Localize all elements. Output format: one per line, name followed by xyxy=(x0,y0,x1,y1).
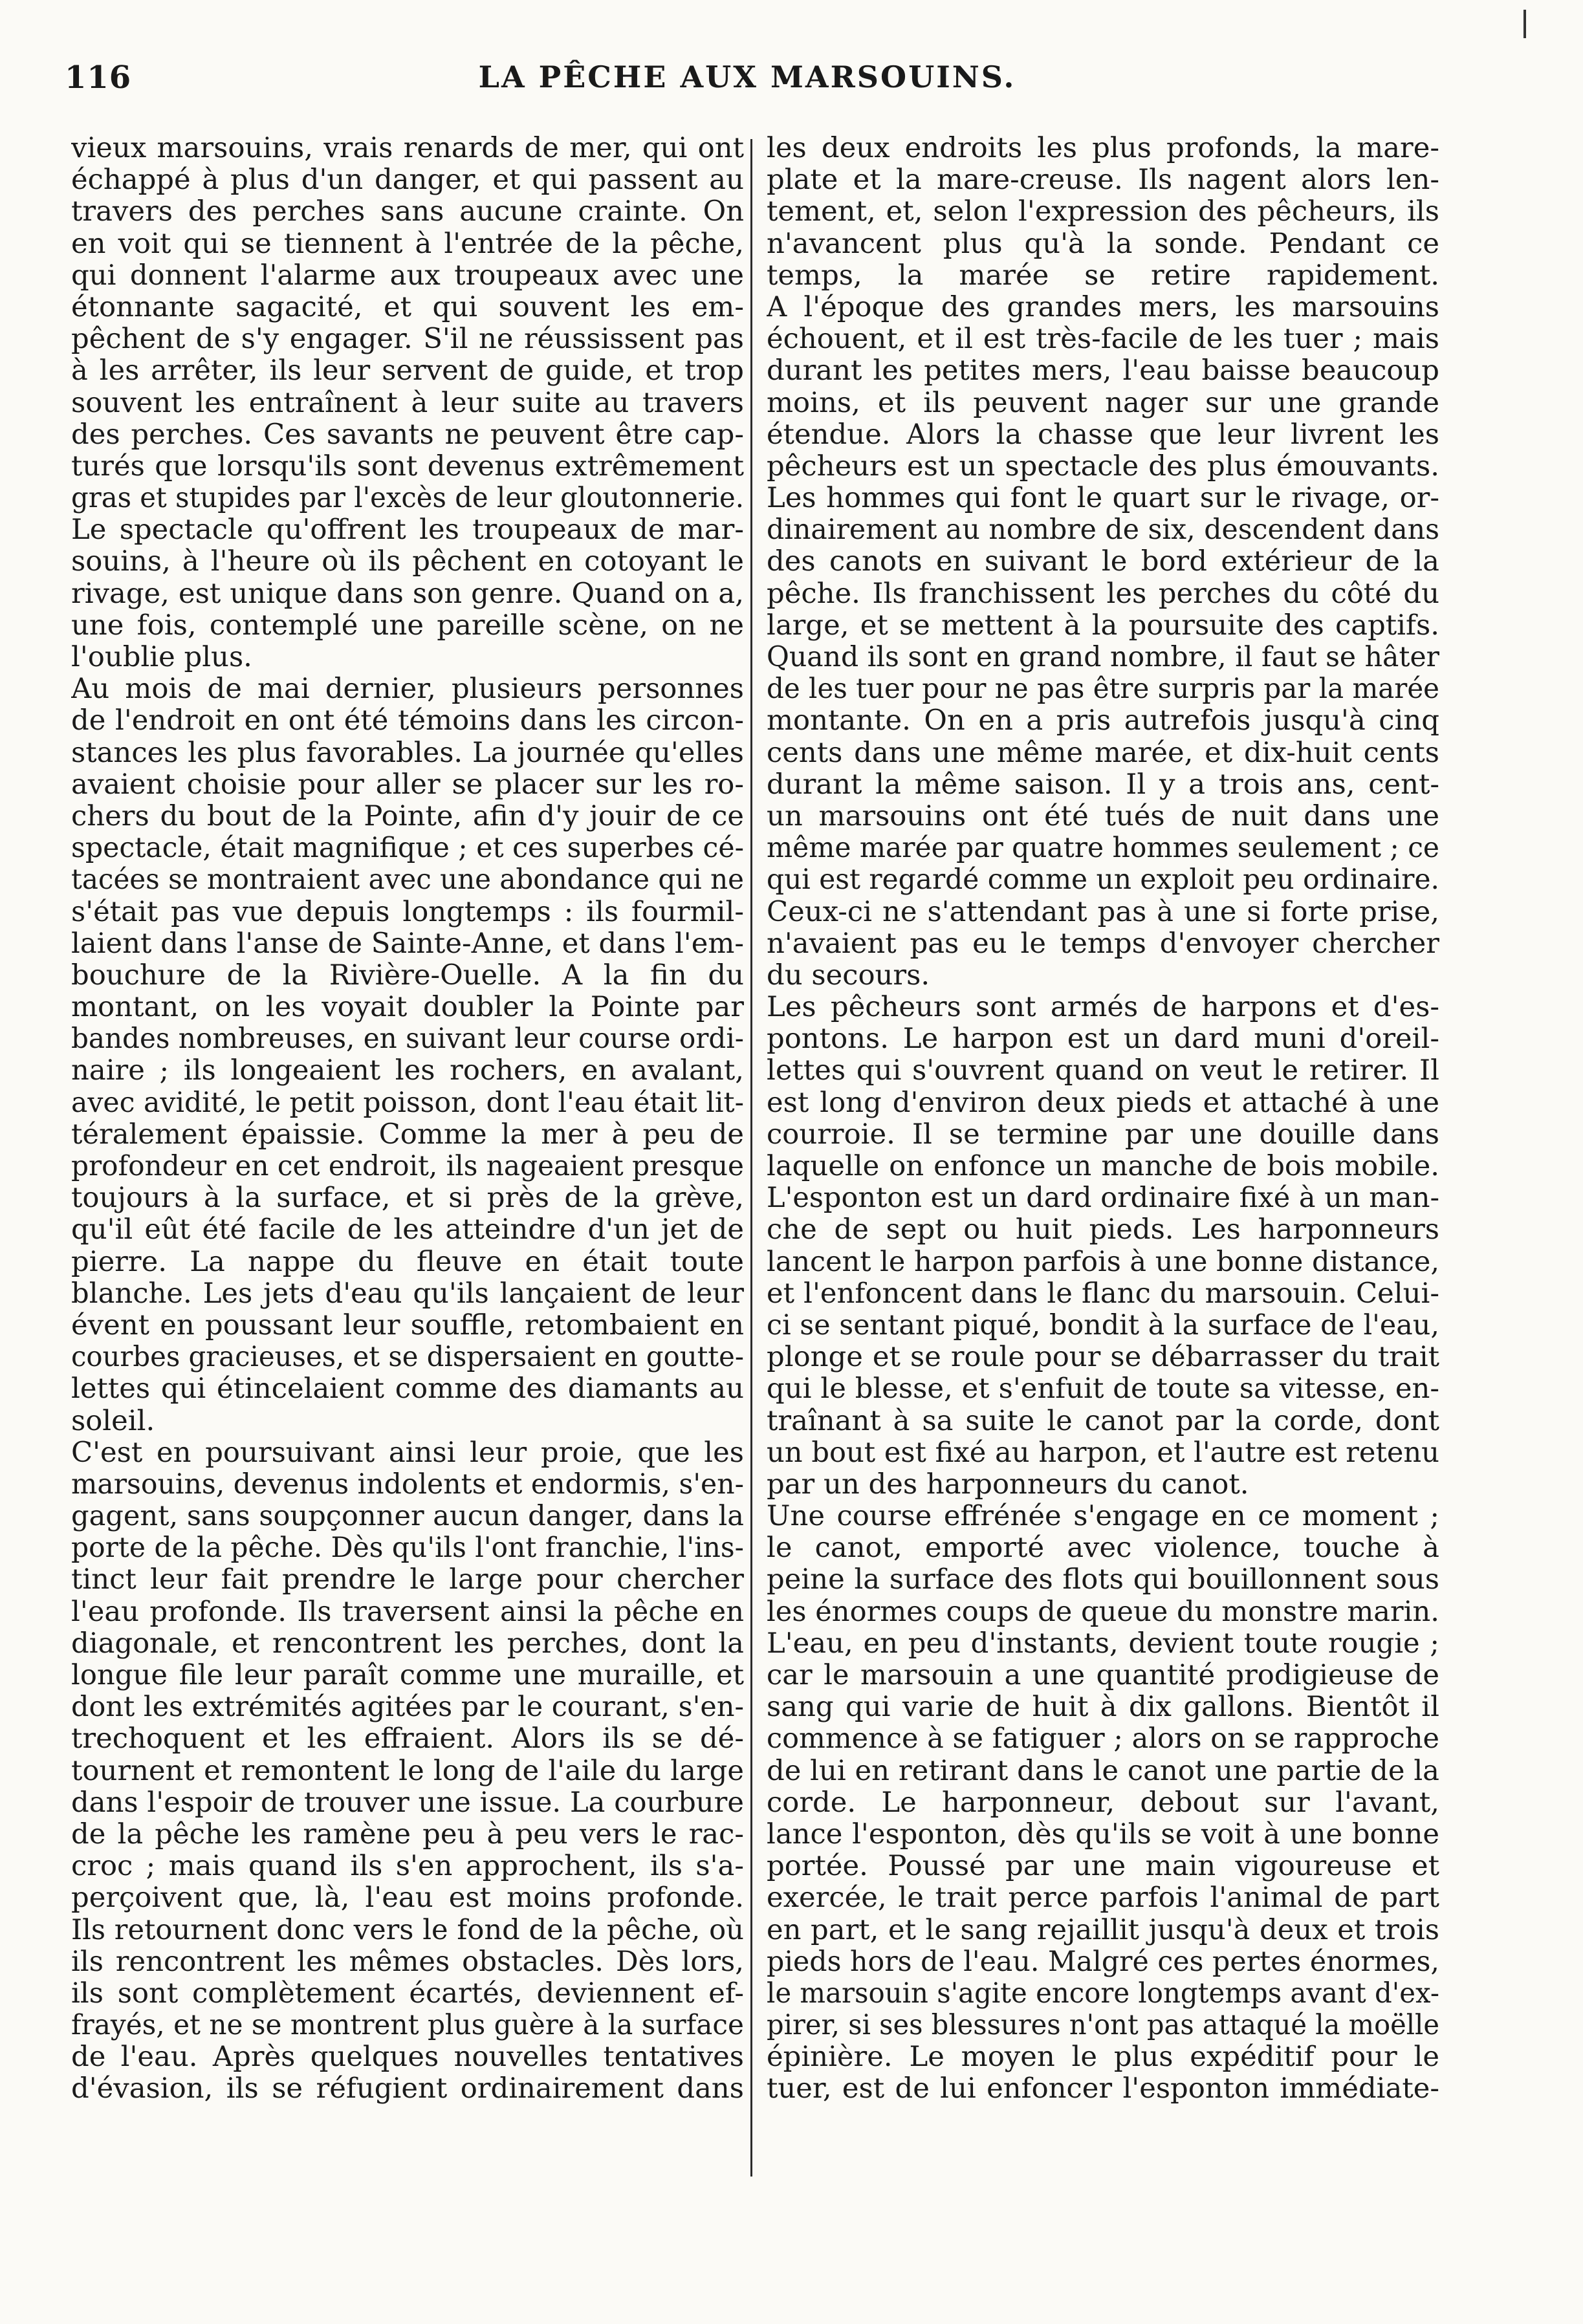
text-line: pontons. Le harpon est un dard muni d'oreil- xyxy=(767,1023,1439,1056)
text-line: d'évasion, ils se réfugient ordinairement dans xyxy=(71,2073,744,2105)
text-line: tinct leur fait prendre le large pour chercher xyxy=(71,1564,744,1596)
text-line: marsouins, devenus indolents et endormis, s'en- xyxy=(71,1468,744,1501)
text-line: de les tuer pour ne pas être surpris par la marée xyxy=(767,673,1439,706)
text-line: qu'il eût été facile de les atteindre d'un jet de xyxy=(71,1214,744,1246)
text-line: ci se sentant piqué, bondit à la surface de l'eau, xyxy=(767,1309,1439,1341)
text-line: étonnante sagacité, et qui souvent les em- xyxy=(71,291,744,323)
text-line: longue file leur paraît comme une muraille, et xyxy=(71,1660,744,1691)
text-line: un bout est fixé au harpon, et l'autre est retenu xyxy=(767,1437,1439,1469)
text-line: Quand ils sont en grand nombre, il faut se hâter xyxy=(767,642,1439,673)
text-line: plonge et se roule pour se débarrasser du trait xyxy=(767,1341,1439,1374)
text-line: par un des harponneurs du canot. xyxy=(767,1468,1249,1501)
text-line: de l'eau. Après quelques nouvelles tentatives xyxy=(71,2041,744,2074)
text-line: les deux endroits les plus profonds, la mare- xyxy=(767,133,1439,164)
left-text-column xyxy=(71,133,744,2105)
text-line: vieux marsouins, vrais renards de mer, qui ont xyxy=(71,133,744,164)
text-line: pêche. Ils franchissent les perches du côté du xyxy=(767,578,1439,610)
text-line: l'eau profonde. Ils traversent ainsi la pêche en xyxy=(71,1596,744,1628)
text-line: peine la surface des flots qui bouillonnent sous xyxy=(767,1564,1439,1596)
text-line: L'eau, en peu d'instants, devient toute rougie ; xyxy=(767,1627,1439,1660)
text-line: courbes gracieuses, et se dispersaient en goutte- xyxy=(71,1341,744,1374)
text-line: de l'endroit en ont été témoins dans les circon- xyxy=(71,705,744,737)
text-line: corde. Le harponneur, debout sur l'avant, xyxy=(767,1786,1439,1819)
text-line: le marsouin s'agite encore longtemps avant d'ex- xyxy=(767,1977,1439,2010)
text-line: laient dans l'anse de Sainte-Anne, et dans l'em- xyxy=(71,928,744,960)
text-line: commence à se fatiguer ; alors on se rapproche xyxy=(767,1723,1439,1755)
page-header xyxy=(65,53,1430,111)
text-line: Les pêcheurs sont armés de harpons et d'es- xyxy=(767,992,1439,1024)
text-line: qui donnent l'alarme aux troupeaux avec une xyxy=(71,259,744,292)
text-line: ils rencontrent les mêmes obstacles. Dès lors, xyxy=(71,1946,744,1978)
text-line: spectacle, était magnifique ; et ces superbes cé- xyxy=(71,832,744,865)
text-line: qui le blesse, et s'enfuit de toute sa vitesse, en- xyxy=(767,1373,1439,1406)
text-line: toujours à la surface, et si près de la grève, xyxy=(71,1182,744,1215)
text-line: de lui en retirant dans le canot une partie de la xyxy=(767,1755,1439,1787)
text-line: gras et stupides par l'excès de leur gloutonnerie. xyxy=(71,483,744,515)
text-line: en part, et le sang rejaillit jusqu'à deux et trois xyxy=(767,1914,1439,1946)
text-line: dont les extrémités agitées par le courant, s'en- xyxy=(71,1691,744,1724)
text-line: L'esponton est un dard ordinaire fixé à un man- xyxy=(767,1182,1439,1215)
text-line: frayés, et ne se montrent plus guère à la surface xyxy=(71,2010,744,2042)
page-number: 116 xyxy=(65,60,132,96)
text-line: car le marsouin a une quantité prodigieuse de xyxy=(767,1660,1439,1691)
column-divider xyxy=(750,139,752,2177)
text-line: porte de la pêche. Dès qu'ils l'ont franchie, l'ins- xyxy=(71,1532,744,1565)
text-line: lance l'esponton, dès qu'ils se voit à une bonne xyxy=(767,1818,1439,1851)
text-line: le canot, emporté avec violence, touche à xyxy=(767,1532,1439,1565)
text-line: croc ; mais quand ils s'en approchent, ils s'a- xyxy=(71,1851,744,1883)
text-line: un marsouins ont été tués de nuit dans une xyxy=(767,800,1439,832)
text-line: n'avancent plus qu'à la sonde. Pendant ce xyxy=(767,228,1439,260)
text-line: des canots en suivant le bord extérieur de la xyxy=(767,546,1439,578)
text-line: échouent, et il est très-facile de les tuer ; mais xyxy=(767,323,1439,356)
text-line: C'est en poursuivant ainsi leur proie, que les xyxy=(71,1437,744,1469)
text-line: courroie. Il se termine par une douille dans xyxy=(767,1118,1439,1151)
text-line: qui est regardé comme un exploit peu ordinaire. xyxy=(767,864,1439,896)
text-line: lancent le harpon parfois à une bonne distance, xyxy=(767,1246,1439,1278)
text-line: traînant à sa suite le canot par la corde, dont xyxy=(767,1405,1439,1437)
text-line: Ceux-ci ne s'attendant pas à une si forte prise, xyxy=(767,896,1439,928)
text-line: cents dans une même marée, et dix-huit cents xyxy=(767,737,1439,769)
text-line: plate et la mare-creuse. Ils nagent alors len- xyxy=(767,164,1439,197)
text-line: montant, on les voyait doubler la Pointe par xyxy=(71,992,744,1024)
text-line: Une course effrénée s'engage en ce moment ; xyxy=(767,1501,1439,1533)
text-line: montante. On en a pris autrefois jusqu'à cinq xyxy=(767,705,1439,737)
text-line: travers des perches sans aucune crainte. On xyxy=(71,196,744,228)
text-line: ils sont complètement écartés, deviennent ef- xyxy=(71,1977,744,2010)
text-line: portée. Poussé par une main vigoureuse et xyxy=(767,1851,1439,1883)
text-line: A l'époque des grandes mers, les marsouins xyxy=(767,291,1439,323)
text-line: gagent, sans soupçonner aucun danger, dans la xyxy=(71,1501,744,1533)
text-line: des perches. Ces savants ne peuvent être cap- xyxy=(71,418,744,451)
text-line: blanche. Les jets d'eau qu'ils lançaient de leur xyxy=(71,1277,744,1310)
text-line: évent en poussant leur souffle, retombaient en xyxy=(71,1309,744,1341)
text-line: épinière. Le moyen le plus expéditif pour le xyxy=(767,2041,1439,2074)
text-line: diagonale, et rencontrent les perches, dont la xyxy=(71,1627,744,1660)
text-line: avaient choisie pour aller se placer sur les ro- xyxy=(71,768,744,801)
text-line: sang qui varie de huit à dix gallons. Bientôt il xyxy=(767,1691,1439,1724)
text-line: Au mois de mai dernier, plusieurs personnes xyxy=(71,673,744,706)
text-line: dinairement au nombre de six, descendent dans xyxy=(767,514,1439,547)
text-line: stances les plus favorables. La journée qu'elles xyxy=(71,737,744,769)
text-line: pierre. La nappe du fleuve en était toute xyxy=(71,1246,744,1278)
text-line: bandes nombreuses, en suivant leur course ordi- xyxy=(71,1023,744,1056)
text-line: même marée par quatre hommes seulement ; ce xyxy=(767,832,1439,865)
text-line: laquelle on enfonce un manche de bois mobile. xyxy=(767,1151,1439,1182)
text-line: est long d'environ deux pieds et attaché à une xyxy=(767,1087,1439,1119)
text-line: dans l'espoir de trouver une issue. La courbure xyxy=(71,1786,744,1819)
text-line: pieds hors de l'eau. Malgré ces pertes énormes, xyxy=(767,1946,1439,1978)
text-line: turés que lorsqu'ils sont devenus extrêmement xyxy=(71,450,744,483)
text-line: bouchure de la Rivière-Ouelle. A la fin du xyxy=(71,959,744,992)
text-line: l'oublie plus. xyxy=(71,642,252,673)
text-line: pêchent de s'y engager. S'il ne réussissent pas xyxy=(71,323,744,356)
text-line: chers du bout de la Pointe, afin d'y jouir de ce xyxy=(71,800,744,832)
text-line: tacées se montraient avec une abondance qui ne xyxy=(71,864,744,896)
text-line: moins, et ils peuvent nager sur une grande xyxy=(767,387,1439,419)
text-line: durant la même saison. Il y a trois ans, cent- xyxy=(767,768,1439,801)
text-line: Les hommes qui font le quart sur le rivage, or- xyxy=(767,483,1439,515)
text-line: n'avaient pas eu le temps d'envoyer chercher xyxy=(767,928,1439,960)
text-line: exercée, le trait perce parfois l'animal de part xyxy=(767,1882,1439,1915)
text-line: Ils retournent donc vers le fond de la pêche, où xyxy=(71,1914,744,1946)
text-line: soleil. xyxy=(71,1405,155,1437)
text-line: pêcheurs est un spectacle des plus émouvants. xyxy=(767,450,1439,483)
text-line: à les arrêter, ils leur servent de guide, et trop xyxy=(71,355,744,387)
running-title: LA PÊCHE AUX MARSOUINS. xyxy=(478,60,1016,94)
text-line: souvent les entraînent à leur suite au travers xyxy=(71,387,744,419)
text-line: de la pêche les ramène peu à peu vers le rac- xyxy=(71,1818,744,1851)
text-line: lettes qui s'ouvrent quand on veut le retirer. Il xyxy=(767,1055,1439,1087)
text-line: étendue. Alors la chasse que leur livrent les xyxy=(767,418,1439,451)
text-line: lettes qui étincelaient comme des diamants au xyxy=(71,1373,744,1406)
text-line: et l'enfoncent dans le flanc du marsouin. Celui- xyxy=(767,1277,1439,1310)
text-line: naire ; ils longeaient les rochers, en avalant, xyxy=(71,1055,744,1087)
text-line: tournent et remontent le long de l'aile du large xyxy=(71,1755,744,1787)
text-line: avec avidité, le petit poisson, dont l'eau était lit- xyxy=(71,1087,744,1119)
text-line: profondeur en cet endroit, ils nageaient presque xyxy=(71,1151,744,1182)
text-line: s'était pas vue depuis longtemps : ils fourmil- xyxy=(71,896,744,928)
text-line: du secours. xyxy=(767,959,930,992)
text-line: durant les petites mers, l'eau baisse beaucoup xyxy=(767,355,1439,387)
text-line: rivage, est unique dans son genre. Quand on a, xyxy=(71,578,744,610)
text-line: souins, à l'heure où ils pêchent en cotoyant le xyxy=(71,546,744,578)
text-line: perçoivent que, là, l'eau est moins profonde. xyxy=(71,1882,744,1915)
text-line: une fois, contemplé une pareille scène, on ne xyxy=(71,609,744,642)
scan-edge-mark xyxy=(1523,10,1526,38)
text-line: pirer, si ses blessures n'ont pas attaqué la moëlle xyxy=(767,2010,1439,2042)
text-line: tuer, est de lui enfoncer l'esponton immédiate- xyxy=(767,2073,1439,2105)
text-line: échappé à plus d'un danger, et qui passent au xyxy=(71,164,744,197)
text-line: Le spectacle qu'offrent les troupeaux de mar- xyxy=(71,514,744,547)
text-line: temps, la marée se retire rapidement. xyxy=(767,259,1439,292)
text-line: large, et se mettent à la poursuite des captifs. xyxy=(767,609,1439,642)
text-line: che de sept ou huit pieds. Les harponneurs xyxy=(767,1214,1439,1246)
right-text-column xyxy=(767,133,1439,2105)
text-line: en voit qui se tiennent à l'entrée de la pêche, xyxy=(71,228,744,260)
text-line: tement, et, selon l'expression des pêcheurs, ils xyxy=(767,196,1439,228)
text-line: les énormes coups de queue du monstre marin. xyxy=(767,1596,1439,1628)
text-line: trechoquent et les effraient. Alors ils se dé- xyxy=(71,1723,744,1755)
text-line: téralement épaissie. Comme la mer à peu de xyxy=(71,1118,744,1151)
